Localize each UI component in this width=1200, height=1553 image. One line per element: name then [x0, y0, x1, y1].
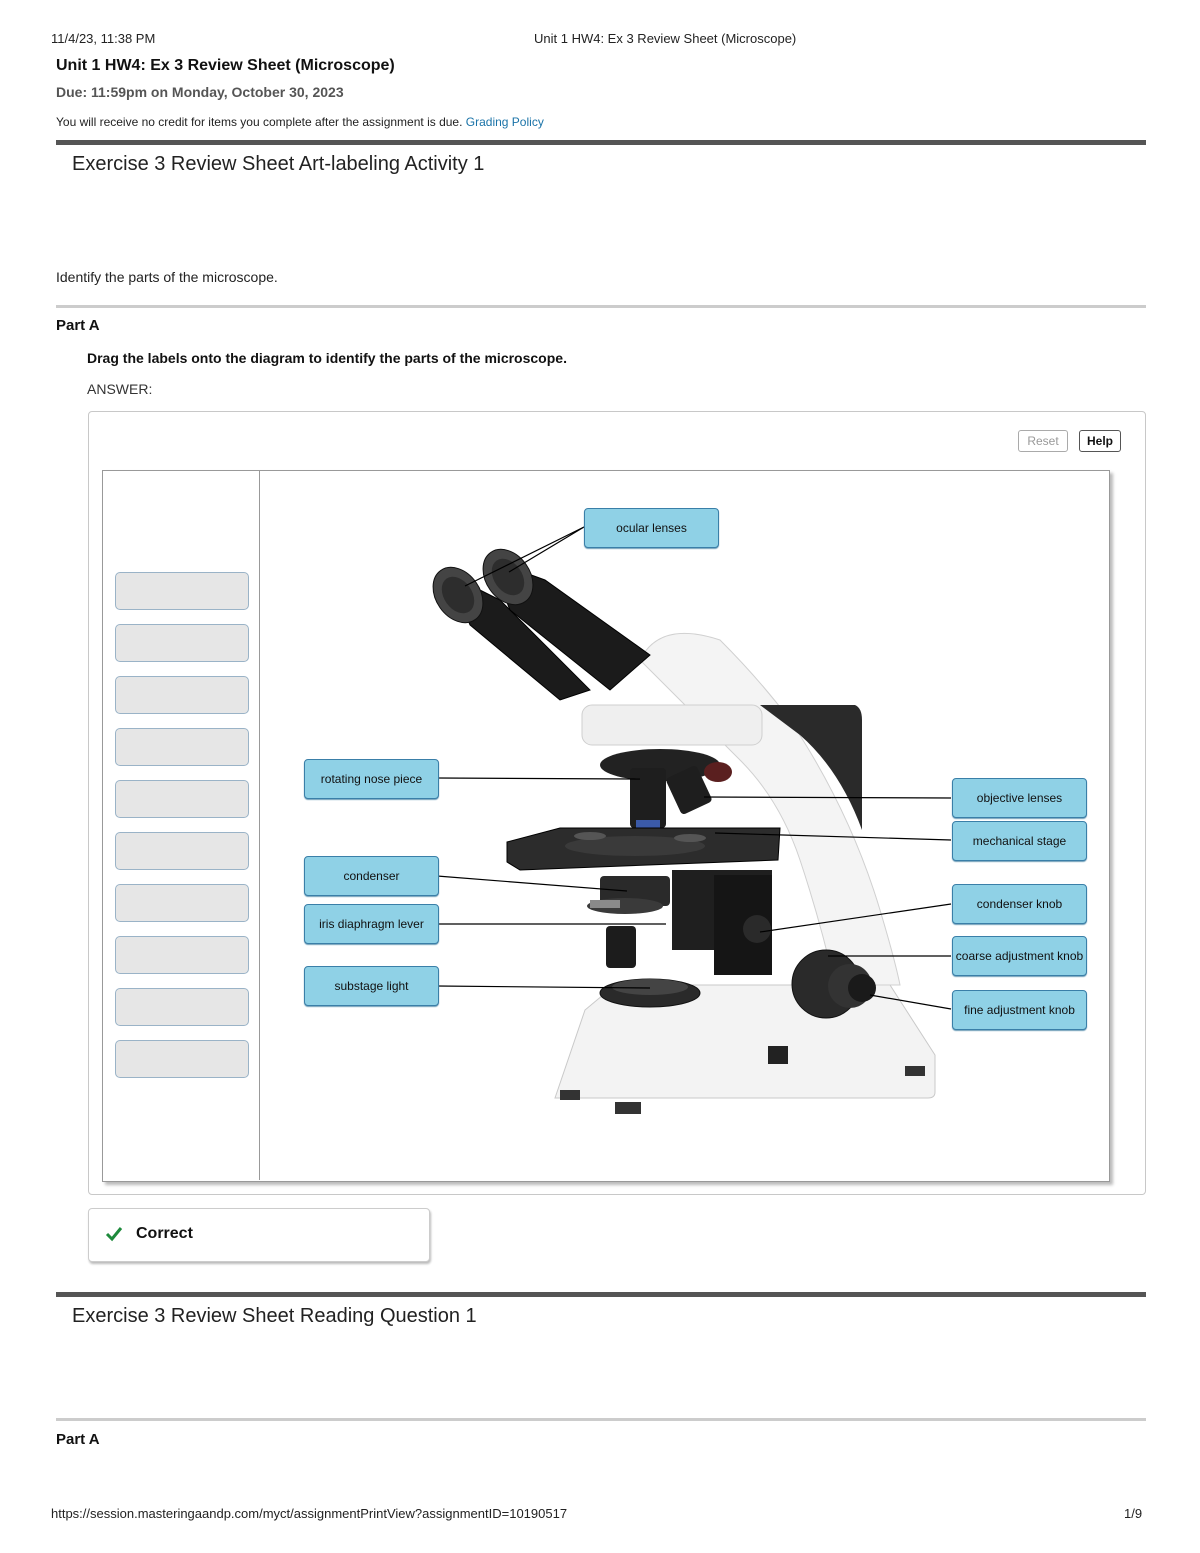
label-fine-adjustment-knob[interactable]: fine adjustment knob [952, 990, 1087, 1030]
label-ocular-lenses[interactable]: ocular lenses [584, 508, 719, 548]
help-button[interactable]: Help [1079, 430, 1121, 452]
exercise-title: Exercise 3 Review Sheet Art-labeling Activity 1 [72, 153, 485, 175]
page-url: https://session.masteringaandp.com/myct/assignmentPrintView?assignmentID=10190517 [51, 1506, 568, 1521]
part-a-label: Part A [56, 1431, 100, 1448]
part-divider [56, 1418, 1146, 1421]
label-mechanical-stage[interactable]: mechanical stage [952, 821, 1087, 861]
label-condenser[interactable]: condenser [304, 856, 439, 896]
label-iris-diaphragm-lever[interactable]: iris diaphragm lever [304, 904, 439, 944]
exercise-instruction: Identify the parts of the microscope. [56, 269, 278, 285]
print-doc-title: Unit 1 HW4: Ex 3 Review Sheet (Microscope) [534, 31, 797, 46]
feedback-box [88, 1208, 430, 1262]
label-condenser-knob[interactable]: condenser knob [952, 884, 1087, 924]
reset-button[interactable]: Reset [1018, 430, 1068, 452]
checkmark-icon [105, 1226, 123, 1242]
answer-label: ANSWER: [87, 381, 153, 397]
due-date: Due: 11:59pm on Monday, October 30, 2023 [56, 84, 344, 100]
label-rotating-nose-piece[interactable]: rotating nose piece [304, 759, 439, 799]
feedback-text: Correct [136, 1225, 193, 1242]
label-coarse-adjustment-knob[interactable]: coarse adjustment knob [952, 936, 1087, 976]
exercise-title: Exercise 3 Review Sheet Reading Question 1 [72, 1305, 477, 1327]
print-datetime: 11/4/23, 11:38 PM [51, 31, 156, 46]
part-a-prompt: Drag the labels onto the diagram to identify the parts of the microscope. [87, 350, 567, 366]
assignment-title: Unit 1 HW4: Ex 3 Review Sheet (Microscope) [56, 57, 395, 74]
grading-policy-link[interactable]: Grading Policy [465, 115, 544, 129]
label-objective-lenses[interactable]: objective lenses [952, 778, 1087, 818]
late-notice-text: You will receive no credit for items you complete after the assignment is due. [56, 115, 463, 129]
label-substage-light[interactable]: substage light [304, 966, 439, 1006]
section-divider [56, 1292, 1146, 1297]
page-number: 1/9 [1124, 1506, 1143, 1521]
part-a-label: Part A [56, 317, 100, 334]
